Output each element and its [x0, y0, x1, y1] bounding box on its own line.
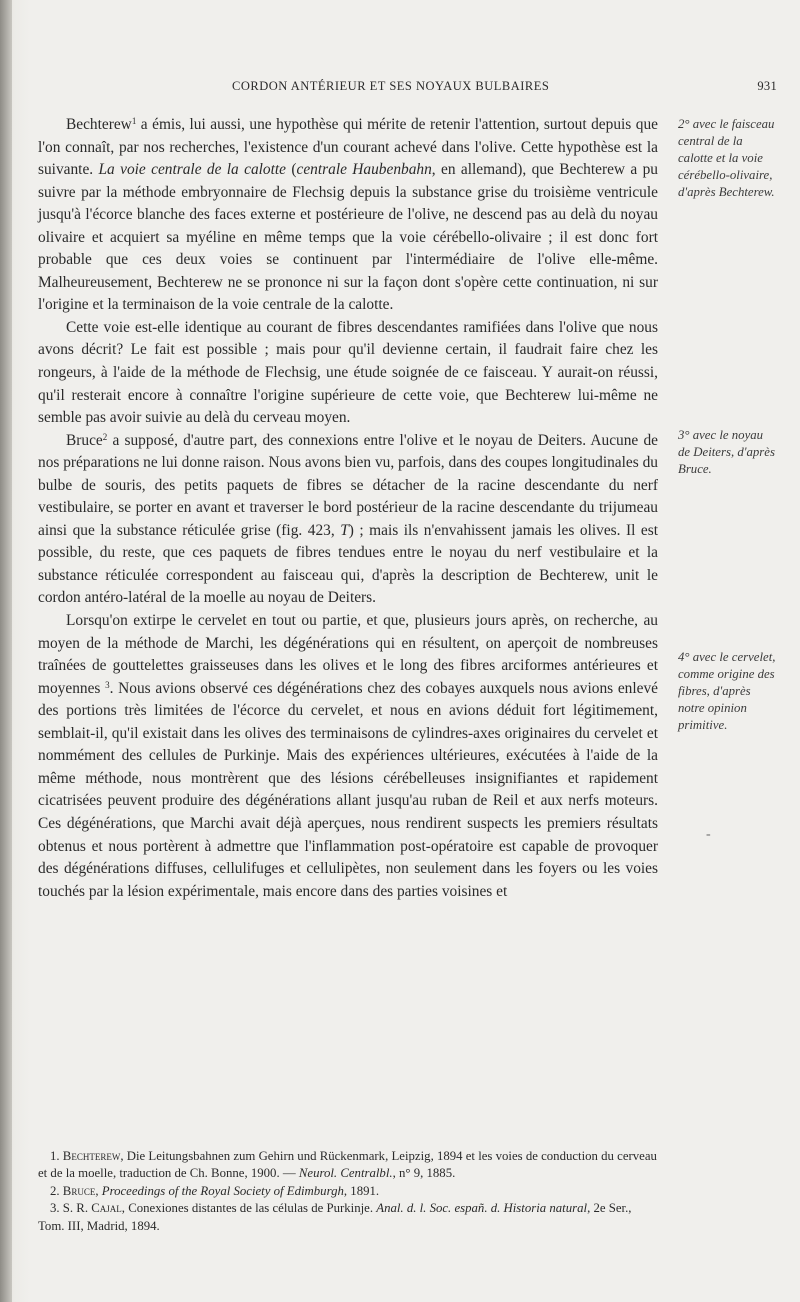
- footnote-number: 3.: [50, 1201, 63, 1216]
- footnote-text: , 2e Ser., Tom. III, Madrid, 1894.: [38, 1201, 632, 1233]
- text-run: Bechterew: [66, 116, 132, 133]
- margin-note-3: 4° avec le cervelet, comme origine des fibres, d'après notre opinion primitive.: [678, 650, 776, 732]
- footnote-2: [38, 1183, 660, 1200]
- footnote-3: [38, 1200, 660, 1235]
- footnote-text: , Conexiones distantes de las células de Purkinje.: [121, 1201, 377, 1216]
- text-run: (: [286, 161, 297, 179]
- spine-shadow: [0, 0, 12, 1302]
- margin-note-2: 3° avec le noyau de Deiters, d'après Bruce.: [678, 428, 775, 476]
- text-run: . Nous avions observé ces dégénérations chez des cobayes auxquels nous avions enlevé des portions très limitées de l'écorce du cervelet, et nous en avions déduit fort légitimement, semblait-il, qu'il existait dans les olives des terminaisons de cylindres-axes originaires du cervelet et nommément des cellules de Purkinje. Mais des expériences ultérieures, exécutées à l'aide de la même méthode, nous montrèrent que des lésions cérébelleuses insignifiantes et rapidement cicatrisées peuvent produire des dégénérations allant jusqu'au ruban de Reil et aux nerfs moteurs. Ces dégénérations, que Marchi avait déjà aperçues, nous rendirent suspects les premiers résultats obtenus et nous portèrent à admettre que l'inflammation post-opératoire est capable de provoquer des dégénérations diffuses, cellulifuges et cellulipètes, non seulement dans les foyers ou les voies touchés par la lésion expérimentale, mais encore dans des parties voisines et: [38, 679, 658, 900]
- text-run: a émis, lui aussi, une hypothèse qui mérite de retenir l'attention, surtout depuis que l'on connaît, par nos recherches, l'existence d'un courant achevé dans l'olive. Cette hypothèse est la suivante.: [38, 116, 658, 179]
- footnotes: [38, 1148, 660, 1235]
- footnote-text: , Die Leitungsbahnen zum Gehirn und Rückenmark, Leipzig, 1894 et les voies de conduction du cerveau et de la moelle, traduction de Ch. Bonne, 1900. —: [38, 1149, 657, 1181]
- footnote-ref-1[interactable]: 1: [131, 116, 137, 126]
- footnote-author: Cajal: [91, 1201, 122, 1216]
- paragraph-cervelet: [38, 610, 658, 903]
- text-run: a supposé, d'autre part, des connexions entre l'olive et le noyau de Deiters. Aucune de nos préparations ne lui donne raison. Nous avons bien vu, parfois, dans des coupes longitudinales du bulbe de souris, des petits paquets de fibres se détacher de la racine descendante du nerf vestibulaire, se porter en avant et traverser le bord postérieur de la racine descendante du trijumeau ainsi que la substance réticulée grise (fig. 423,: [38, 431, 658, 539]
- text-run: Bruce: [66, 431, 103, 449]
- footnote-author: Bruce: [62, 1183, 96, 1198]
- footnote-text: , n° 9, 1885.: [392, 1166, 456, 1181]
- text-run: , en allemand), que Bechterew a pu suivre par la méthode embryonnaire de Flechsig depuis la substance grise du troisième ventricule jusqu'à l'écorce blanche des faces externe et postérieure de l'olive, ne descend pas au delà du noyau olivaire et acquiert sa myéline en même temps que la voie cérébello-olivaire ; il est donc fort probable que ces deux voies se continuent par l'intermédiaire de l'olive elle-même. Malheureusement, Bechterew ne se prononce ni sur la façon dont s'opère cette continuation, ni sur l'origine et la terminaison de la voie centrale de la calotte.: [38, 161, 658, 314]
- footnote-journal: Proceedings of the Royal Society of Edimburgh: [101, 1183, 344, 1198]
- footnote-text: S. R.: [62, 1201, 92, 1216]
- italic-term: centrale Haubenbahn: [296, 161, 432, 179]
- footnote-journal: Neurol. Centralbl.: [298, 1166, 393, 1181]
- page-number: 931: [757, 79, 777, 93]
- footnote-author: Bechterew: [62, 1149, 121, 1163]
- paragraph-identity: Cette voie est-elle identique au courant de fibres descendantes ramifiées dans l'olive que nous avons décrit? Le fait est possible ; mais pour qu'il devienne certain, il faudrait faire chez les rongeurs, à l'aide de la méthode de Flechsig, une étude soignée de ce faisceau. Y aurait-on réussi, qu'il resterait encore à connaître l'origine supérieure de cette voie, que Bechterew lui-même ne semble pas avoir suivie au delà du cerveau moyen.: [38, 318, 658, 427]
- footnote-ref-2[interactable]: 2: [102, 431, 108, 442]
- footnote-number: 1.: [50, 1149, 63, 1163]
- footnote-text: ,: [95, 1183, 102, 1198]
- text-run: Lorsqu'on extirpe le cervelet en tout ou partie, et que, plusieurs jours après, on recherche, au moyen de la méthode de Marchi, les dégénérations qui en résultent, on aperçoit de nombreuses traînées de gouttelettes graisseuses dans les olives et le long des fibres arciformes antérieures et moyennes: [38, 612, 658, 697]
- text-run: ) ; mais ils n'envahissent jamais les olives. Il est possible, du reste, que ces paquets de fibres tendues entre le noyau du nerf vestibulaire et la substance réticulée correspondent au faisceau qui, d'après la description de Bechterew, unit le cordon antéro-latéral de la moelle au noyau de Deiters.: [38, 521, 659, 607]
- footnote-journal: Anal. d. l. Soc. españ. d. Historia natural: [376, 1201, 588, 1216]
- paragraph-bruce: [38, 430, 658, 610]
- italic-term: T: [340, 521, 349, 539]
- footnote-ref-3[interactable]: 3: [105, 679, 110, 690]
- paragraph-bechterew: [38, 114, 658, 317]
- footnote-text: , 1891.: [343, 1183, 380, 1198]
- running-header: [232, 79, 777, 94]
- main-text: [38, 114, 658, 903]
- footnote-number: 2.: [50, 1183, 63, 1198]
- margin-note-1: 2° avec le faisceau central de la calotte et la voie cérébello-olivaire, d'après Bechterew.: [678, 117, 775, 199]
- margin-dash: -: [706, 827, 711, 842]
- footnote-1: [38, 1148, 660, 1183]
- running-title: CORDON ANTÉRIEUR ET SES NOYAUX BULBAIRES: [232, 79, 550, 93]
- italic-term: La voie centrale de la calotte: [98, 161, 286, 179]
